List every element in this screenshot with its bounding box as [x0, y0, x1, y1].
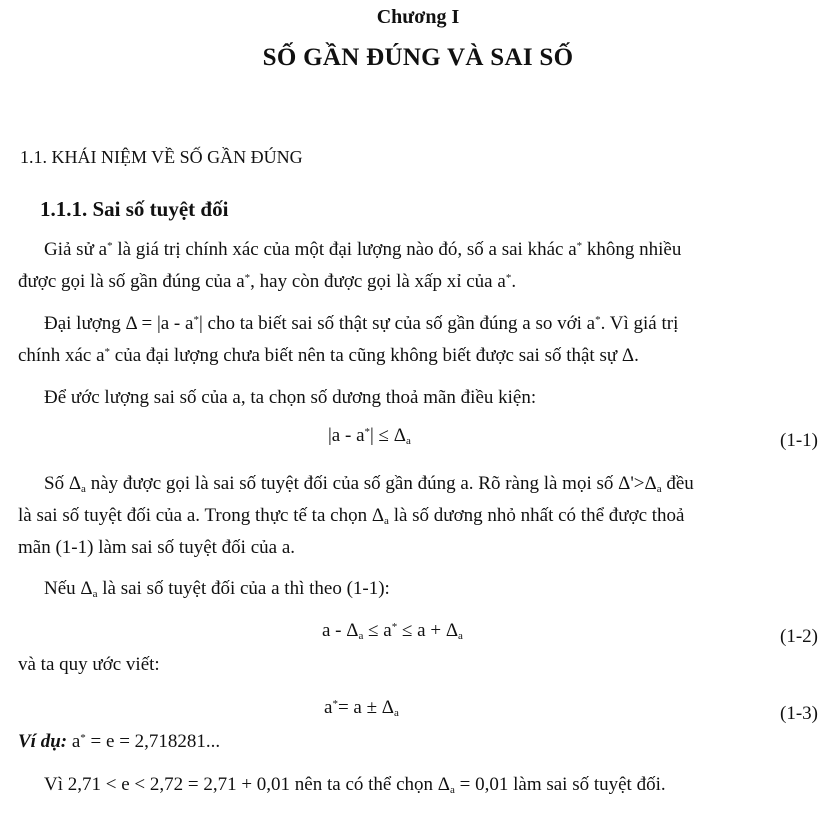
paragraph-5: Nếu $\Delta_a$ là sai số tuyệt đối của a thì theo (1-1): [44, 578, 390, 600]
paragraph-2: Đại lượng Δ = |a - a*| cho ta biết sai số thật sự của số gần đúng a so với a*. Vì giá trị chính xác a* của đại lượng chưa biết nên ta cũng không biết được sai số thật sự Δ. [18, 313, 679, 366]
paragraph-7: Vì 2,71 < e < 2,72 = 2,71 + 0,01 nên ta có thể chọn $\Delta_a = 0,01$ làm sai số tuyệt đối. [44, 774, 666, 796]
paragraph-6: và ta quy ước viết: [18, 654, 160, 675]
example-line: Ví dụ: a* = e = 2,718281... [18, 731, 221, 752]
equation-1-3: $a^*= a \pm \Delta_a$ [324, 697, 399, 719]
subsection-heading: 1.1.1. Sai số tuyệt đối [40, 197, 229, 221]
equation-number-1-2: (1-2) [780, 626, 818, 647]
paragraph-4: Số $\Delta_a$ này được gọi là sai số tuyệt đối của số gần đúng a. Rõ ràng là mọi số $\Delta'>\Delta_a$ đều là sai số tuyệt đối của a. Trong thực tế ta chọn $\Delta_a$ là số dương nhỏ nhất có thể được thoả mãn (1-1) làm sai số tuyệt đối của a. [18, 473, 694, 558]
equation-number-1-1: (1-1) [780, 430, 818, 451]
example-label: Ví dụ: [18, 731, 68, 752]
chapter-heading: Chương I [376, 6, 460, 28]
paragraph-1: Giả sử a* là giá trị chính xác của một đại lượng nào đó, số a sai khác a* không nhiều được gọi là số gần đúng của a*, hay còn được gọi là xấp xỉ của a*. [18, 239, 682, 292]
section-heading: 1.1. KHÁI NIỆM VỀ SỐ GẦN ĐÚNG [20, 147, 303, 167]
equation-1-2: $a - \Delta_a \le a^* \le a + \Delta_a$ [322, 620, 463, 642]
chapter-title: SỐ GẦN ĐÚNG VÀ SAI SỐ [262, 44, 574, 71]
equation-1-1: $|a - a^*| \le \Delta_a$ [328, 425, 411, 447]
paragraph-3: Để ước lượng sai số của a, ta chọn số dương thoả mãn điều kiện: [44, 387, 537, 408]
equation-number-1-3: (1-3) [780, 703, 818, 724]
